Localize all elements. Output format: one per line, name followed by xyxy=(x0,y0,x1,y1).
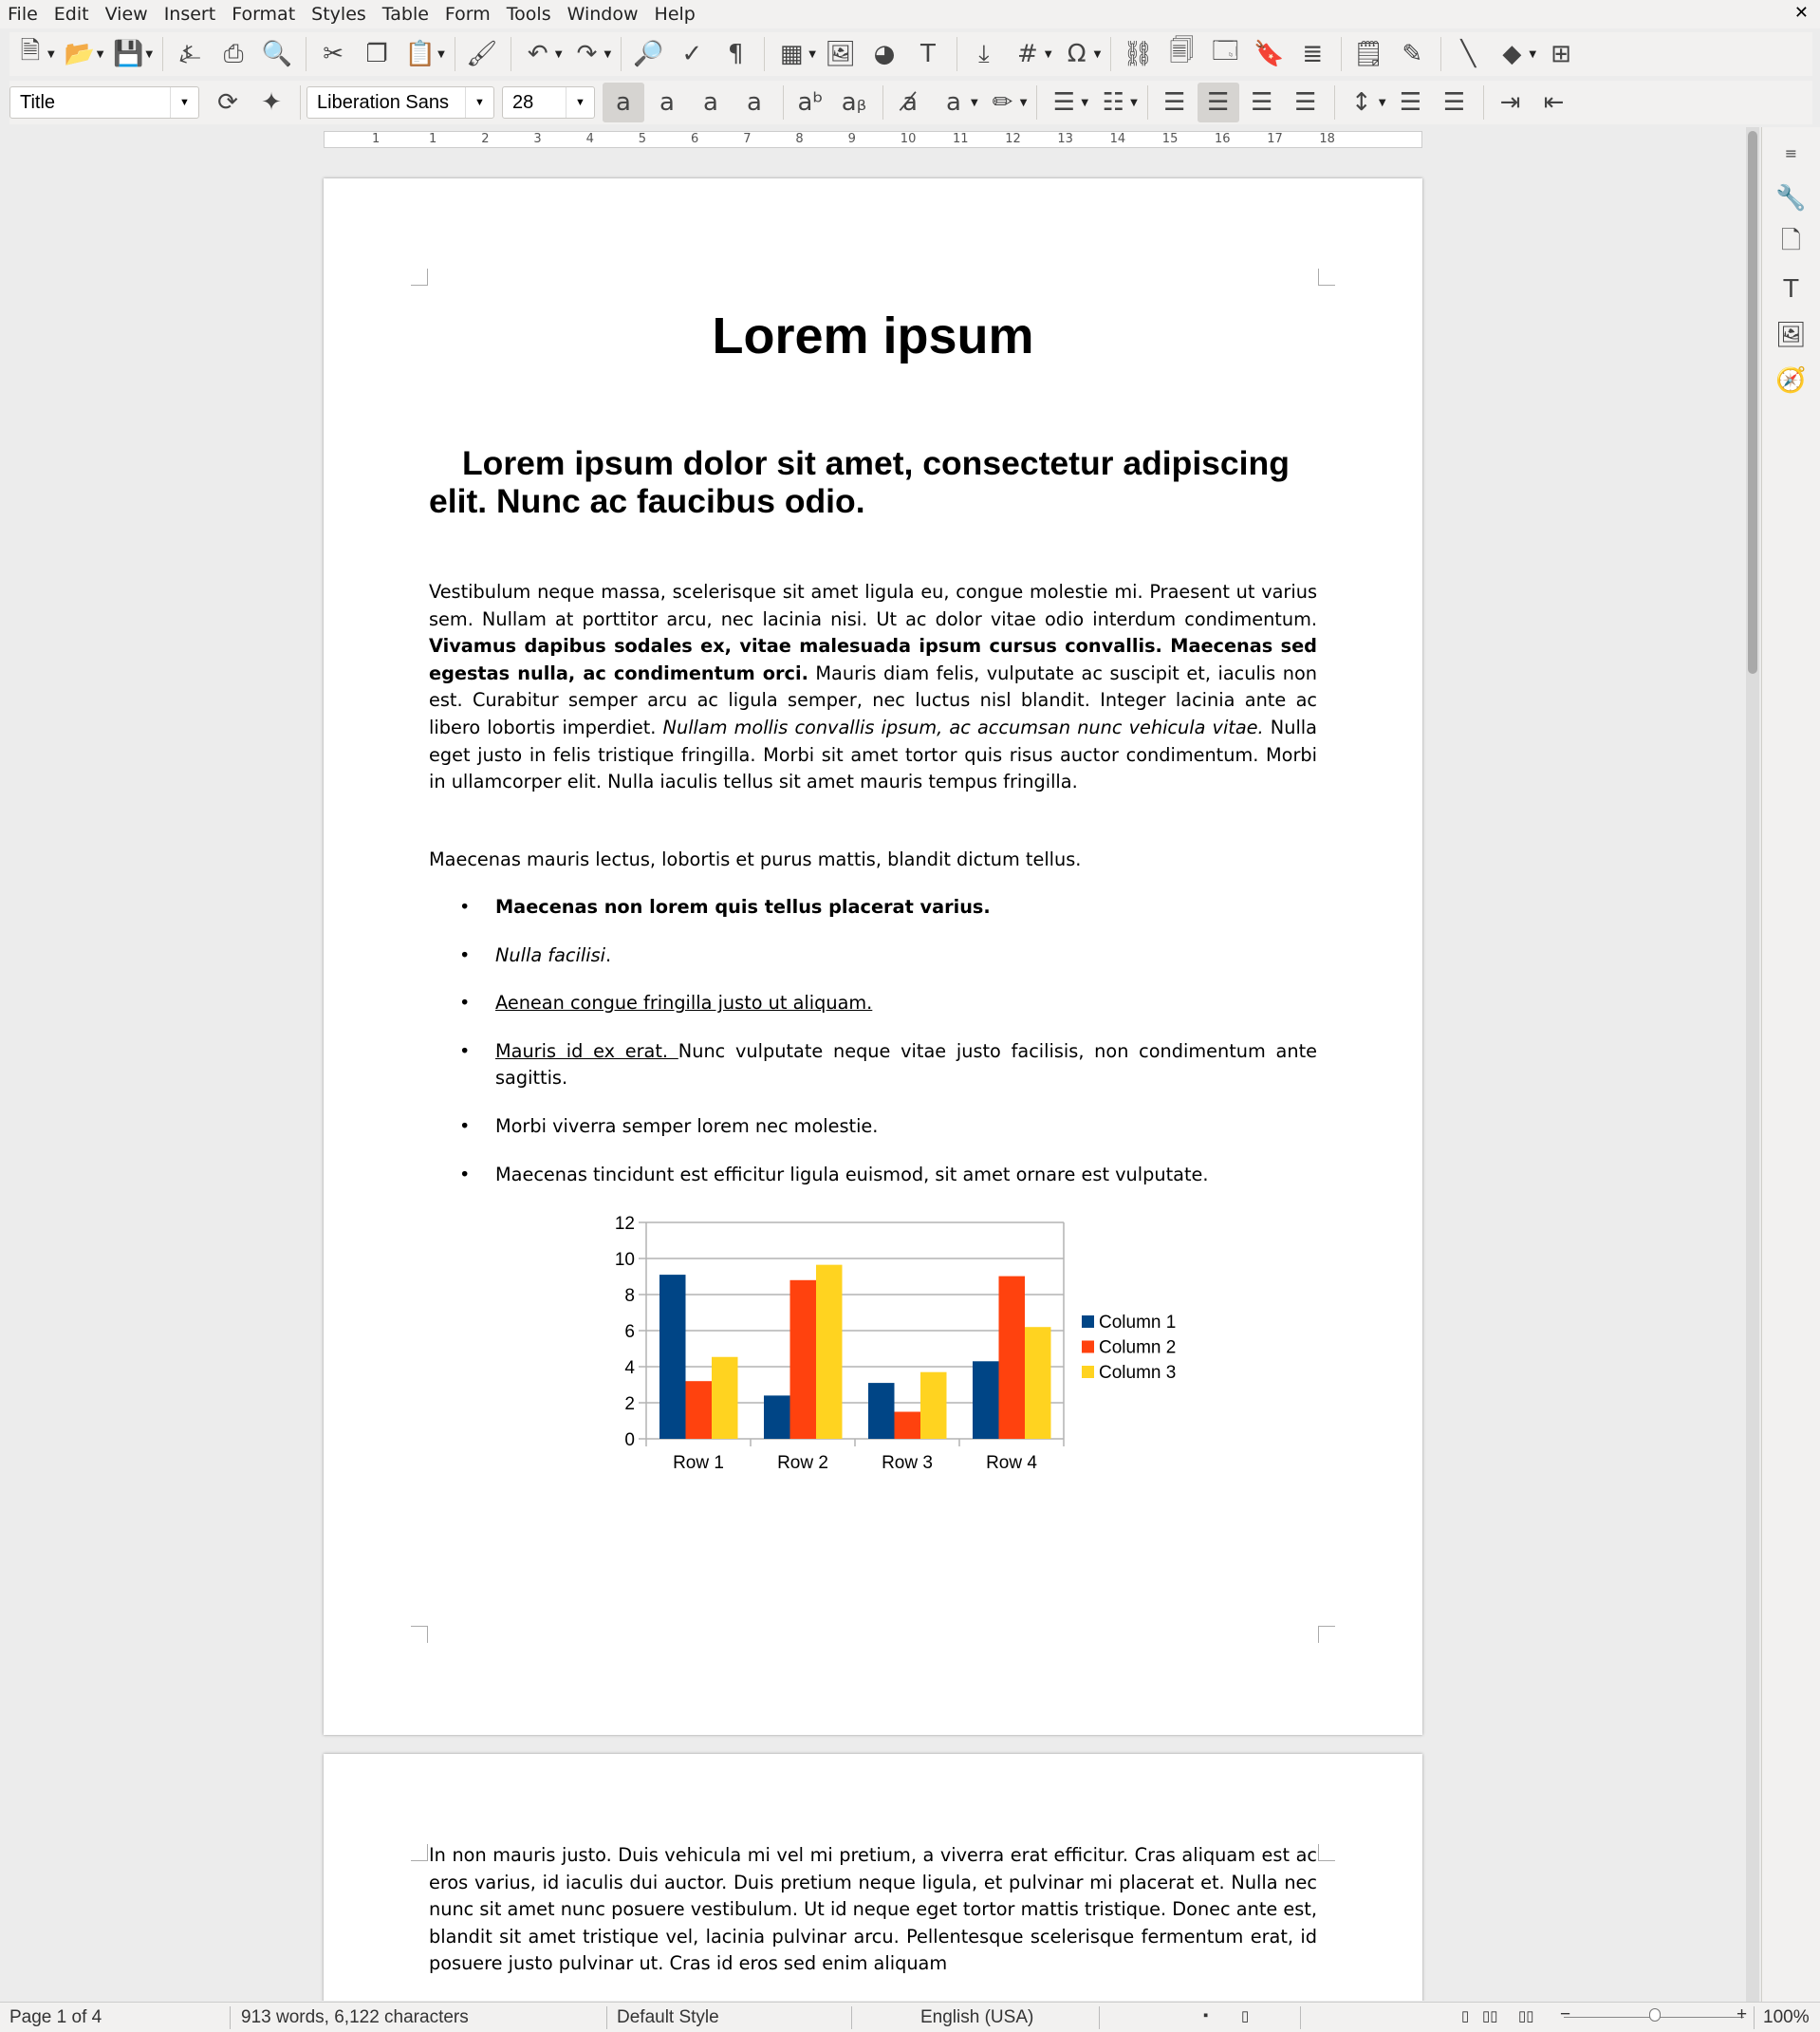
page-icon[interactable]: 🗋 xyxy=(1781,227,1801,255)
ruler-tick: 1 xyxy=(372,132,381,146)
menu-form[interactable]: Form xyxy=(444,4,491,25)
y-tick-label: 0 xyxy=(624,1430,635,1450)
horizontal-ruler[interactable] xyxy=(324,131,1422,148)
x-tick-label: Row 1 xyxy=(673,1453,724,1473)
legend-label: Column 2 xyxy=(1099,1337,1177,1358)
bar-column-3 xyxy=(712,1357,738,1439)
y-tick-label: 2 xyxy=(624,1394,635,1414)
dropdown-arrow-icon[interactable]: ▼ xyxy=(1044,48,1052,60)
menu-format[interactable]: Format xyxy=(232,4,296,25)
ruler-tick: 17 xyxy=(1267,132,1283,146)
insert-image-icon[interactable]: 🖼 xyxy=(825,40,857,68)
y-tick-label: 12 xyxy=(614,1214,635,1234)
legend-label: Column 1 xyxy=(1099,1313,1177,1333)
menu-help[interactable]: Help xyxy=(654,4,696,25)
single-page-view-icon[interactable]: ▯ xyxy=(1461,2008,1470,2024)
list-item[interactable] xyxy=(429,894,1317,922)
y-tick-label: 10 xyxy=(614,1250,635,1270)
basic-shapes-icon[interactable]: ◆ xyxy=(1502,40,1522,68)
list-item[interactable] xyxy=(429,1038,1317,1092)
page-break-icon[interactable]: ⤓ xyxy=(978,39,990,68)
clear-formatting-icon[interactable]: a̸ xyxy=(902,88,918,117)
legend-label: Column 3 xyxy=(1099,1363,1177,1383)
formatting-toolbar xyxy=(9,81,1812,124)
bullet-list xyxy=(429,894,1317,1209)
page-indicator[interactable]: Page 1 of 4 xyxy=(9,2007,102,2027)
x-tick-label: Row 3 xyxy=(882,1453,933,1473)
legend-swatch xyxy=(1082,1315,1094,1328)
ruler-tick: 15 xyxy=(1161,132,1179,146)
increase-indent-icon[interactable]: ⇥ xyxy=(1499,88,1521,117)
chevron-down-icon[interactable]: ▼ xyxy=(566,87,594,118)
page-2 xyxy=(324,1754,1422,2001)
bold-text: Maecenas non lorem quis tellus placerat varius. xyxy=(495,896,991,918)
ruler-tick: 9 xyxy=(847,132,856,146)
subscript-icon[interactable]: aᵦ xyxy=(841,88,867,117)
superscript-icon[interactable]: aᵇ xyxy=(797,88,824,117)
paragraph-style-value: Title xyxy=(20,91,56,113)
underlined-text: Mauris id ex erat. xyxy=(495,1039,678,1062)
bold-text: Vivamus dapibus sodales ex, vitae malesuada ipsum cursus convallis. Maecenas sed egestas nulla, ac condimentum orci. xyxy=(429,635,1317,684)
dropdown-arrow-icon[interactable]: ▼ xyxy=(1081,97,1089,108)
standard-toolbar xyxy=(9,32,1812,76)
align-left-icon[interactable]: ☰ xyxy=(1163,88,1186,117)
text-run: Vestibulum neque massa, scelerisque sit amet ligula eu, congue molestie mi. Praesent ut varius sem. Nullam at porttitor arcu, nec lacinia nisi. Ut ac dolor vitae odio interdum condimentum. xyxy=(429,581,1317,630)
new-style-icon[interactable]: ✦ xyxy=(261,88,282,117)
ruler-tick: 5 xyxy=(638,132,647,146)
close-document-button[interactable]: ✕ xyxy=(1793,3,1809,23)
menu-bar xyxy=(0,0,1820,28)
chevron-down-icon[interactable]: ▼ xyxy=(465,87,493,118)
clone-formatting-icon[interactable]: 🖌 xyxy=(466,40,498,68)
menu-file[interactable]: File xyxy=(8,4,38,25)
bar-column-2 xyxy=(895,1412,921,1440)
print-icon[interactable]: ⎙ xyxy=(223,39,244,68)
dropdown-arrow-icon[interactable]: ▼ xyxy=(1529,48,1537,60)
bar-column-2 xyxy=(999,1277,1026,1439)
find-replace-icon[interactable]: 🔎 xyxy=(633,40,664,68)
dropdown-arrow-icon[interactable]: ▼ xyxy=(145,48,154,60)
x-tick-label: Row 2 xyxy=(777,1453,828,1473)
ruler-tick: 7 xyxy=(743,132,752,146)
dropdown-arrow-icon[interactable]: ▼ xyxy=(808,48,816,60)
bookmark-icon[interactable]: 🔖 xyxy=(1254,40,1285,68)
paragraph[interactable] xyxy=(429,579,1317,796)
dropdown-arrow-icon[interactable]: ▼ xyxy=(1093,48,1102,60)
line-spacing-icon[interactable]: ↕ xyxy=(1350,88,1372,117)
document-modified-icon[interactable]: ▯ xyxy=(1241,2008,1250,2024)
document-title[interactable]: Lorem ipsum xyxy=(712,308,1034,364)
footnote-icon[interactable]: 🗐 xyxy=(1169,37,1195,65)
bar-column-3 xyxy=(1025,1327,1051,1439)
chevron-down-icon[interactable]: ▼ xyxy=(170,87,198,118)
italic-icon[interactable]: a xyxy=(659,88,675,117)
hyperlink-icon[interactable]: ⛓ xyxy=(1122,40,1154,68)
bar-column-3 xyxy=(920,1372,947,1439)
zoom-out-icon[interactable]: − xyxy=(1560,2004,1571,2024)
bar-column-1 xyxy=(764,1395,790,1439)
align-right-icon[interactable]: ☰ xyxy=(1251,88,1273,117)
list-item[interactable] xyxy=(429,1162,1317,1189)
legend-swatch xyxy=(1082,1366,1094,1378)
font-color-icon[interactable]: a xyxy=(946,88,961,117)
print-preview-icon[interactable]: 🔍 xyxy=(261,40,293,68)
menu-edit[interactable]: Edit xyxy=(53,4,89,25)
decrease-paragraph-spacing-icon[interactable]: ☰ xyxy=(1442,88,1466,117)
y-tick-label: 8 xyxy=(624,1286,635,1306)
increase-paragraph-spacing-icon[interactable]: ☰ xyxy=(1399,88,1422,117)
paragraph[interactable]: In non mauris justo. Duis vehicula mi vel mi pretium, a viverra erat efficitur. Cras aliquam est ac eros varius, id iaculis dui auctor. Duis pretium neque ligula, et pulvinar mi placerat et. Nulla nec nunc sit amet nunc posuere vestibulum. Ut id neque eget tortor mattis tristique. Donec ante est, blandit sit amet tristique vel, lacinia pulvinar arcu. Pellentesque scelerisque fermentum erat, id posuere justo pulvinar ut. Cras id eros sed enim aliquam xyxy=(429,1844,1317,1975)
italic-text: Nullam mollis convallis ipsum, ac accumsan nunc vehicula vitae. xyxy=(662,716,1264,738)
menu-view[interactable]: View xyxy=(104,4,148,25)
draw-functions-icon[interactable]: ⊞ xyxy=(1551,40,1571,68)
legend-swatch xyxy=(1082,1341,1094,1353)
paragraph-style-select[interactable] xyxy=(9,86,199,119)
dropdown-arrow-icon[interactable]: ▼ xyxy=(1378,97,1386,108)
sidebar-deck xyxy=(1761,127,1820,2002)
cross-reference-icon[interactable]: ≣ xyxy=(1302,40,1324,68)
ruler-tick: 2 xyxy=(481,132,490,146)
paste-icon[interactable]: 📋 xyxy=(404,40,436,68)
update-style-icon[interactable]: ⟳ xyxy=(217,88,238,117)
gallery-icon[interactable]: 🖼 xyxy=(1774,321,1807,349)
paragraph[interactable]: Maecenas mauris lectus, lobortis et purus mattis, blandit dictum tellus. xyxy=(429,848,1082,870)
insert-table-icon[interactable]: ▦ xyxy=(779,40,804,68)
document-heading[interactable]: Lorem ipsum dolor sit amet, consectetur adipiscing elit. Nunc ac faucibus odio. xyxy=(429,444,1290,520)
book-view-icon[interactable]: ▯▯ xyxy=(1518,2008,1534,2024)
zoom-level[interactable]: 100% xyxy=(1763,2007,1810,2027)
multi-page-view-icon[interactable]: ▯▯ xyxy=(1482,2008,1498,2024)
page-style[interactable]: Default Style xyxy=(617,2007,719,2027)
ruler-tick: 12 xyxy=(1005,132,1021,146)
dropdown-arrow-icon[interactable]: ▼ xyxy=(96,48,104,60)
decrease-indent-icon[interactable]: ⇤ xyxy=(1543,88,1565,117)
endnote-icon[interactable]: 🗔 xyxy=(1212,37,1239,65)
bar-column-1 xyxy=(868,1383,895,1439)
dropdown-arrow-icon[interactable]: ▼ xyxy=(971,97,978,108)
align-center-icon[interactable]: ☰ xyxy=(1198,83,1239,122)
ruler-tick: 16 xyxy=(1215,132,1231,146)
ruler-tick: 1 xyxy=(429,132,437,146)
dropdown-arrow-icon[interactable]: ▼ xyxy=(1019,97,1028,108)
comment-icon[interactable]: 🗒 xyxy=(1352,40,1384,68)
ruler-tick: 3 xyxy=(533,132,542,146)
strikethrough-icon[interactable]: a xyxy=(747,88,762,117)
undo-icon[interactable]: ↶ xyxy=(527,40,548,68)
insert-textbox-icon[interactable]: T xyxy=(919,40,936,68)
menu-insert[interactable]: Insert xyxy=(163,4,216,25)
track-changes-icon[interactable]: ✎ xyxy=(1402,40,1423,68)
line-icon[interactable]: ╲ xyxy=(1460,40,1476,68)
bar-chart[interactable] xyxy=(599,1203,1187,1479)
navigator-icon[interactable]: 🧭 xyxy=(1775,366,1807,395)
text-run: Nulla eget justo in felis tristique fringilla. Morbi sit amet tortor quis risus auctor condimentum. Morbi in ullamcorper elit. Nulla iaculis tellus sit amet mauris tempus fringilla. xyxy=(429,716,1317,793)
menu-tools[interactable]: Tools xyxy=(506,4,551,25)
save-icon[interactable]: 💾 xyxy=(113,40,144,68)
y-tick-label: 4 xyxy=(624,1358,635,1378)
list-item[interactable] xyxy=(429,1113,1317,1141)
special-character-icon[interactable]: Ω xyxy=(1067,40,1086,68)
vertical-scrollbar[interactable] xyxy=(1746,127,1759,2002)
word-count[interactable]: 913 words, 6,122 characters xyxy=(241,2007,469,2027)
text-run: Maecenas tincidunt est efficitur ligula euismod, sit amet ornare est vulputate. xyxy=(495,1163,1209,1185)
document-canvas xyxy=(0,150,1746,2001)
dropdown-arrow-icon[interactable]: ▼ xyxy=(47,48,55,60)
formatting-marks-icon[interactable]: ¶ xyxy=(727,40,744,68)
dropdown-arrow-icon[interactable]: ▼ xyxy=(437,48,445,60)
copy-icon[interactable]: ❐ xyxy=(365,40,388,68)
bold-icon[interactable]: a xyxy=(603,83,644,122)
insert-mode-icon[interactable]: ▪ xyxy=(1203,2007,1209,2023)
text-run: . xyxy=(604,943,612,966)
text-run: Mauris diam felis, vulputate ac suscipit et, iaculis non est. Curabitur semper arcu ac ligula semper, nec luctus nisl blandit. Integer lacinia ante ac libero lobortis imperdiet. xyxy=(429,662,1317,738)
justify-icon[interactable]: ☰ xyxy=(1294,88,1317,117)
menu-window[interactable]: Window xyxy=(566,4,639,25)
ruler-tick: 11 xyxy=(953,132,969,146)
ruler-tick: 14 xyxy=(1109,132,1126,146)
zoom-in-icon[interactable]: + xyxy=(1736,2004,1748,2024)
open-icon[interactable]: 📂 xyxy=(64,40,95,68)
redo-icon[interactable]: ↷ xyxy=(576,40,598,68)
dropdown-arrow-icon[interactable]: ▼ xyxy=(1130,97,1138,108)
insert-field-icon[interactable]: # xyxy=(1017,40,1038,68)
spelling-icon[interactable]: ✓ xyxy=(681,40,703,68)
bullet-list-icon[interactable]: ☰ xyxy=(1052,88,1076,117)
ruler-tick: 8 xyxy=(795,132,804,146)
list-item[interactable] xyxy=(429,990,1317,1017)
text-run: Morbi viverra semper lorem nec molestie. xyxy=(495,1114,879,1137)
styles-icon[interactable]: T xyxy=(1783,275,1799,304)
font-size-value: 28 xyxy=(512,91,534,113)
numbered-list-icon[interactable]: ☷ xyxy=(1102,88,1124,117)
bar-column-3 xyxy=(816,1265,843,1439)
ruler-tick: 4 xyxy=(585,132,594,146)
zoom-slider-handle[interactable] xyxy=(1649,2008,1661,2022)
menu-styles[interactable]: Styles xyxy=(311,4,366,25)
ruler-tick: 6 xyxy=(691,132,699,146)
page-1 xyxy=(324,178,1422,1735)
bar-column-1 xyxy=(659,1275,686,1439)
insert-chart-icon[interactable]: ◕ xyxy=(873,40,896,68)
properties-icon[interactable]: 🔧 xyxy=(1775,184,1807,213)
dropdown-arrow-icon[interactable]: ▼ xyxy=(604,48,612,60)
ruler-tick: 18 xyxy=(1319,132,1335,146)
menu-table[interactable]: Table xyxy=(381,4,429,25)
text-run: Nunc vulputate neque vitae justo facilisis, non condimentum ante sagittis. xyxy=(495,1039,1318,1090)
highlight-icon[interactable]: ✏ xyxy=(992,88,1013,117)
font-name-value: Liberation Sans xyxy=(317,91,449,113)
status-bar xyxy=(0,2002,1820,2032)
export-pdf-icon[interactable]: ⍼ xyxy=(178,39,201,68)
dropdown-arrow-icon[interactable]: ▼ xyxy=(554,48,563,60)
language[interactable]: English (USA) xyxy=(920,2007,1034,2027)
new-document-icon[interactable]: 🗎 xyxy=(20,37,41,65)
ruler-tick: 13 xyxy=(1057,132,1073,146)
bar-column-2 xyxy=(790,1280,817,1439)
list-item[interactable] xyxy=(429,942,1317,970)
underline-icon[interactable]: a xyxy=(703,88,718,117)
cut-icon[interactable]: ✂ xyxy=(323,40,344,68)
ruler-tick: 10 xyxy=(900,132,917,146)
scrollbar-thumb[interactable] xyxy=(1748,131,1757,674)
y-tick-label: 6 xyxy=(624,1322,635,1342)
x-tick-label: Row 4 xyxy=(986,1453,1037,1473)
bar-column-2 xyxy=(686,1381,713,1439)
sidebar-menu-icon[interactable]: ≡ xyxy=(1784,143,1798,162)
font-name-select[interactable] xyxy=(306,86,494,119)
font-size-select[interactable] xyxy=(502,86,595,119)
bar-column-1 xyxy=(973,1361,999,1439)
italic-text: Nulla facilisi xyxy=(495,943,605,966)
underlined-text: Aenean congue fringilla justo ut aliquam. xyxy=(495,992,873,1015)
